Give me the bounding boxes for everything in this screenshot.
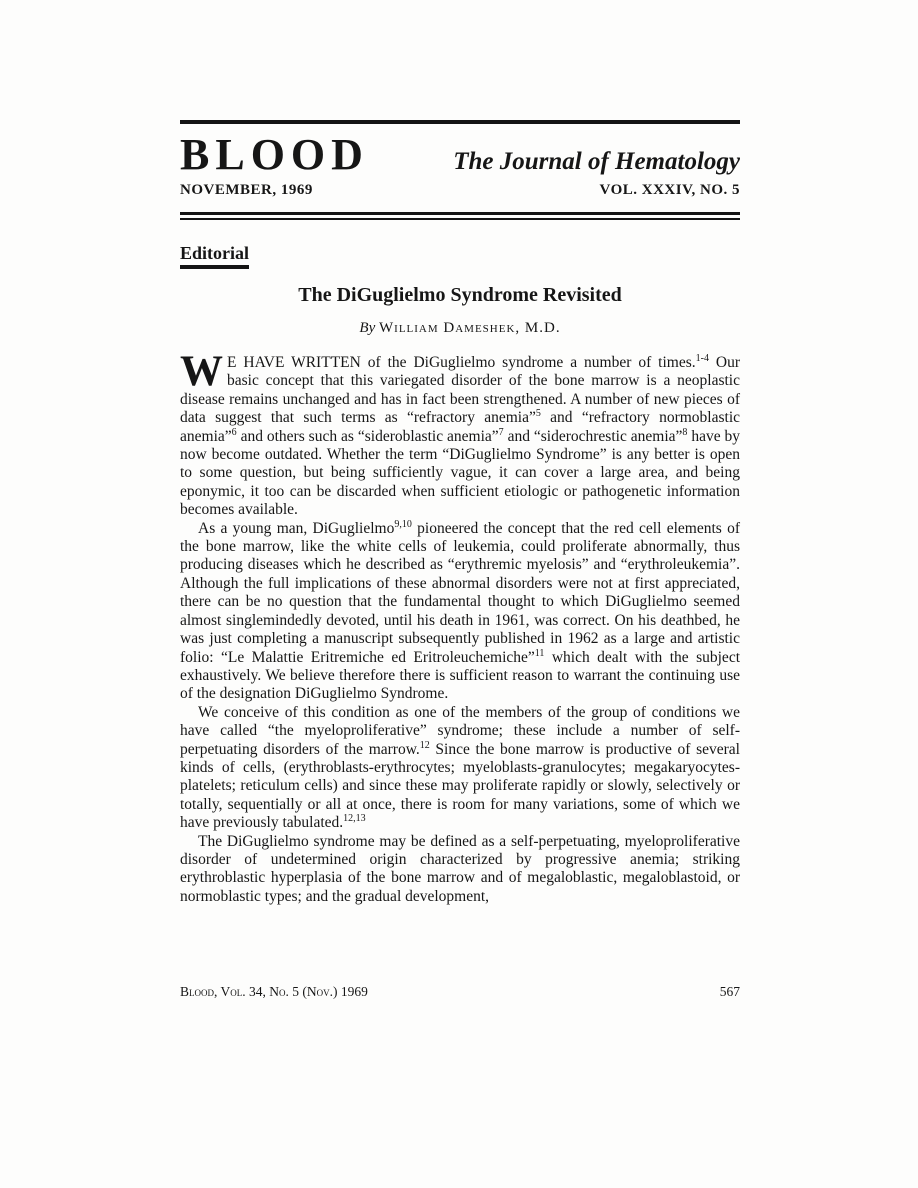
section-label: Editorial [180,243,249,269]
paragraph: We conceive of this condition as one of the members of the group of conditions we have called “the myeloproliferative” syndrome; these include a number of self-perpetuating disorders of the marrow.$^{12}$ Since the bone marrow is productive of several kinds of cells, (erythroblasts-erythrocytes; myeloblasts-granulocytes; megakaryocytes-platelets; reticulum cells) and since these may proliferate rapidly or slowly, selectively or totally, sequentially or all at once, there is room for many variations, some of which we have previously tabulated.$^{12,13}$ [180,703,740,832]
issue-date: NOVEMBER, 1969 [180,182,313,198]
section-label-row [180,243,740,269]
volume-info: VOL. XXXIV, NO. 5 [599,182,740,198]
footer-citation: Blood, Vol. 34, No. 5 (Nov.) 1969 [180,984,368,999]
footnote-reference: 12,13 [343,813,366,824]
page-content-column [180,120,740,906]
masthead-top-rule [180,120,740,124]
footnote-reference: 5 [535,408,541,420]
footnote-reference: 7 [498,426,504,438]
page-number: 567 [719,984,740,999]
paragraph: W E HAVE WRITTEN of the DiGuglielmo syndrome a number of times.$^{1-4}$ Our basic concept that this variegated disorder of the bone marrow is a neoplastic disease remains unchanged and has in fact been strengthened. A number of new pieces of data suggest that such terms as “refractory anemia”$^5$ and “refractory normoblastic anemia”$^6$ and others such as “sideroblastic anemia”$^7$ and “siderochrestic anemia”$^8$ have by now become outdated. Whether the term “DiGuglielmo Syndrome” is any better is open to some question, but being sufficiently vague, it can cover a large area, and being eponymic, it too can be discarded when sufficient etiologic or pathogenetic information becomes available. [180,348,741,519]
paragraph: As a young man, DiGuglielmo$^{9,10}$ pioneered the concept that the red cell elements of the bone marrow, like the white cells of leukemia, could proliferate abnormally, thus producing diseases which he described as “erythremic myelosis” and “erythroleukemia”. Although the full implications of these abnormal disorders were not at first appreciated, there can be no question that the fundamental thought to which DiGuglielmo seemed almost singlemindedly devoted, until his death in 1961, was correct. On his deathbed, he was just completing a manuscript subsequently published in 1962 as a large and artistic folio: “Le Malattie Eritremiche ed Eritroleuchemiche”$^{11}$ which dealt with the subject exhaustively. We believe therefore there is sufficient reason to warrant the continuing use of the designation DiGuglielmo Syndrome. [180,518,740,703]
dropcap: W [180,348,223,395]
author-name: William Dameshek, M.D. [379,320,561,336]
paragraph: The DiGuglielmo syndrome may be defined as a self-perpetuating, myeloproliferative disorder of undetermined origin characterized by progressive anemia; striking erythroblastic hyperplasia of the bone marrow and of megaloblastic, megaloblastoid, or normoblastic types; and the gradual development, [180,832,740,905]
issue-line [180,182,740,199]
footnote-reference: 8 [682,426,688,438]
journal-name: BLOOD [180,130,369,179]
footnote-reference: 11 [534,647,545,659]
byline [180,320,740,337]
footnote-reference: 6 [231,426,237,438]
journal-subtitle: The Journal of Hematology [453,148,740,175]
footnote-reference: 1-4 [695,352,709,364]
byline-prefix: By [359,320,376,336]
masthead [180,130,740,179]
page-footer [180,984,740,1000]
footnote-reference: 9,10 [394,518,412,530]
footnote-reference: 12 [419,739,430,751]
article-body [180,348,741,906]
article-title: The DiGuglielmo Syndrome Revisited [298,284,622,306]
masthead-bottom-rule [180,212,740,220]
